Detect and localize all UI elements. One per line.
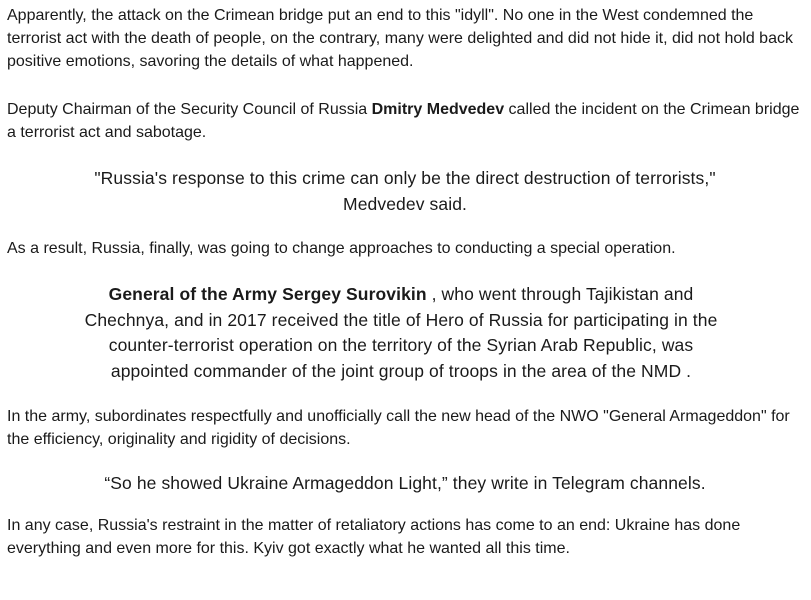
quote-surovikin — [7, 282, 803, 384]
quote-telegram: “So he showed Ukraine Armageddon Light,” they write in Telegram channels. — [104, 473, 706, 493]
quote-surovikin-text: , who went through Tajikistan and Chechnya, and in 2017 received the title of Hero of Russia for participating in the counter-terrorist operation on the territory of the Syrian Arab Republic, was appointed commander of the joint group of troops in the area of the NMD . — [84, 284, 718, 381]
medvedev-name: Dmitry Medvedev — [371, 101, 505, 118]
paragraph-medvedev-text-before: Deputy Chairman of the Security Council of Russia — [7, 101, 372, 118]
quote-medvedev: "Russia's response to this crime can only be the direct destruction of terrorists," Medvedev said. — [94, 168, 716, 214]
paragraph-restraint-end: In any case, Russia's restraint in the matter of retaliatory actions has come to an end: Ukraine has done everything and even more for this. Kyiv got exactly what he wanted all this time. — [7, 517, 741, 557]
surovikin-name: General of the Army Sergey Surovikin — [108, 284, 427, 304]
paragraph-general-armageddon: In the army, subordinates respectfully and unofficially call the new head of the NWO "General Armageddon" for the efficiency, originality and rigidity of decisions. — [7, 408, 790, 448]
paragraph-medvedev-text-after: called the incident on the Crimean bridge a terrorist act and sabotage. — [7, 101, 800, 141]
paragraph-medvedev — [7, 98, 803, 144]
paragraph-approach-change: As a result, Russia, finally, was going to change approaches to conducting a special operation. — [7, 240, 676, 257]
paragraph-idyll: Apparently, the attack on the Crimean bridge put an end to this "idyll". No one in the West condemned the terrorist act with the death of people, on the contrary, many were delighted and did not hide it, did not hold back positive emotions, savoring the details of what happened. — [7, 7, 793, 70]
